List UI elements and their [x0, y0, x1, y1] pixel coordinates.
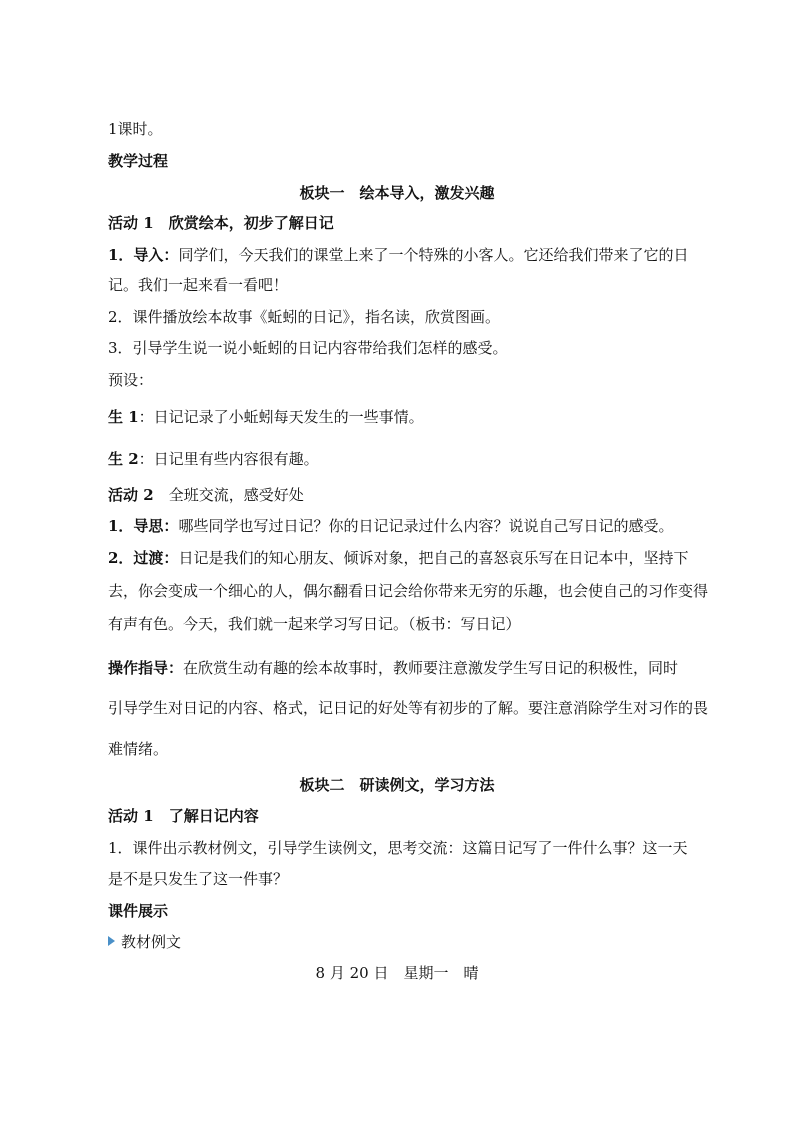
- guidance-lead: 操作指导：: [108, 659, 184, 677]
- paragraph-transition: [108, 548, 688, 568]
- section1-title: 板块一 绘本导入，激发兴趣: [299, 184, 495, 202]
- activity-title: 了解日记内容: [168, 807, 259, 825]
- student-text: ：日记记录了小蚯蚓每天发生的一些事情。: [138, 408, 424, 426]
- triangle-bullet-icon: [108, 936, 115, 946]
- activity-title: 欣赏绘本，初步了解日记: [168, 214, 334, 232]
- guidance-text: 在欣赏生动有趣的绘本故事时，教师要注意激发学生写日记的积极性，同时: [183, 659, 679, 677]
- paragraph-text: 哪些同学也写过日记？你的日记记录过什么内容？说说自己写日记的感受。: [178, 517, 674, 535]
- diary-date: 8 月 20 日 星期一 晴: [315, 964, 479, 982]
- section1-activity1-heading: [108, 213, 334, 233]
- paragraph-intro-cont: 记。我们一起来看一看吧！: [108, 276, 289, 294]
- section2-title: 板块二 研读例文，学习方法: [299, 776, 495, 794]
- activity-label: 活动 2: [108, 486, 154, 504]
- section1-activity2-heading: [108, 485, 304, 505]
- guidance-note: [108, 658, 678, 678]
- activity-label: 活动 1: [108, 807, 154, 825]
- student-label: 生 1: [108, 408, 139, 426]
- student-text: ：日记里有些内容很有趣。: [138, 450, 319, 468]
- paragraph-lead: 2．过渡：: [108, 549, 179, 567]
- paragraph-play: 2．课件播放绘本故事《蚯蚓的日记》，指名读，欣赏图画。: [108, 308, 501, 326]
- student-label: 生 2: [108, 450, 139, 468]
- student-answer-2: [108, 449, 319, 469]
- paragraph-text: 日记是我们的知心朋友、倾诉对象，把自己的喜怒哀乐写在日记本中，坚持下: [178, 549, 689, 567]
- paragraph-lead: 1．导思：: [108, 517, 179, 535]
- paragraph-guide: 3．引导学生说一说小蚯蚓的日记内容带给我们怎样的感受。: [108, 339, 508, 357]
- material-label: 教材例文: [121, 933, 182, 951]
- paragraph-transition-cont: 有声有色。今天，我们就一起来学习写日记。（板书：写日记）: [108, 615, 521, 633]
- paragraph-think: [108, 516, 673, 536]
- activity-title: 全班交流，感受好处: [168, 486, 304, 504]
- section2-activity1-heading: [108, 806, 259, 826]
- student-answer-1: [108, 407, 424, 427]
- courseware-label: 课件展示: [108, 902, 169, 920]
- guidance-note-cont: 引导学生对日记的内容、格式，记日记的好处等有初步的了解。要注意消除学生对习作的畏: [108, 699, 709, 717]
- paragraph-courseware: 1．课件出示教材例文，引导学生读例文，思考交流：这篇日记写了一件什么事？这一天: [108, 839, 688, 857]
- preset-label: 预设：: [108, 371, 154, 389]
- paragraph-text: 同学们，今天我们的课堂上来了一个特殊的小客人。它还给我们带来了它的日: [178, 246, 689, 264]
- paragraph-lead: 1．导入：: [108, 246, 179, 264]
- paragraph-courseware-cont: 是不是只发生了这一件事？: [108, 870, 289, 888]
- guidance-note-cont: 难情绪。: [108, 740, 169, 758]
- material-item: [108, 932, 181, 952]
- lesson-time: 1课时。: [108, 120, 163, 138]
- paragraph-intro: [108, 245, 688, 265]
- paragraph-transition-cont: 去，你会变成一个细心的人，偶尔翻看日记会给你带来无穷的乐趣，也会使自己的习作变得: [108, 582, 709, 600]
- process-heading: 教学过程: [108, 152, 169, 170]
- activity-label: 活动 1: [108, 214, 154, 232]
